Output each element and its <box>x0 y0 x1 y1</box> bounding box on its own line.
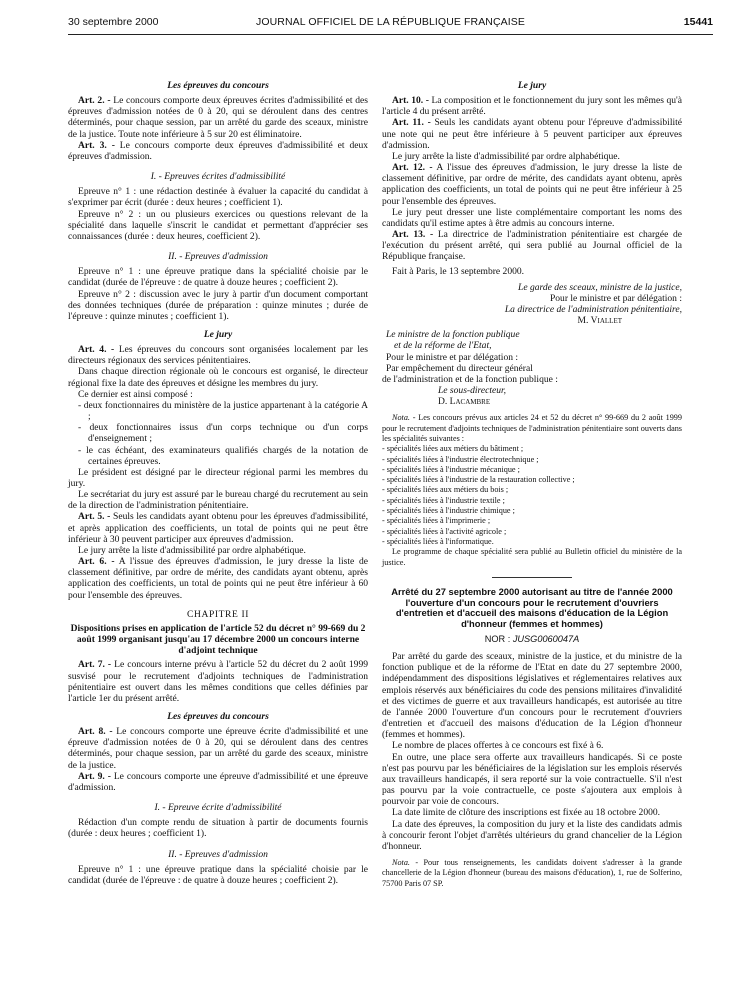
paragraph: Le président est désigné par le directeur régional parmi les membres du jury. <box>68 466 368 489</box>
list-item: - spécialités liées à l'industrie textile ; <box>382 495 505 505</box>
article-text: La composition et le fonctionnement du jury sont les mêmes qu'à l'article 4 du présent arrêté. <box>382 95 682 118</box>
list-item: - spécialités liées aux métiers du bâtiment ; <box>382 444 524 454</box>
paragraph: Dans chaque direction régionale où le concours est organisé, le directeur régional fixe la date des épreuves et désigne les membres du jury. <box>68 366 368 389</box>
signature-line: Le garde des sceaux, ministre de la justice, <box>518 281 682 293</box>
article-12 <box>382 162 682 207</box>
subsection-heading: I. - Epreuve écrite d'admissibilité <box>154 802 282 814</box>
list-item: - spécialités liées à l'industrie mécanique ; <box>382 464 520 474</box>
section-heading: Les épreuves du concours <box>167 710 269 722</box>
list-item: - deux fonctionnaires du ministère de la justice appartenant à la catégorie A ; <box>78 399 368 423</box>
section-heading: Le jury <box>203 328 233 340</box>
subsection-heading: I. - Epreuves écrites d'admissibilité <box>150 171 286 183</box>
nor-reference <box>382 634 682 645</box>
paragraph: La date des épreuves, la composition du jury et la liste des candidats admis à concourir feront l'objet d'arrêtés ultérieurs du grand chancelier de la Légion d'honneur. <box>382 818 682 852</box>
list-item: - spécialités liées aux métiers du bois ; <box>382 485 509 495</box>
article-5 <box>68 511 368 544</box>
arrete-title: Arrêté du 27 septembre 2000 autorisant au titre de l'année 2000 l'ouverture d'un concours pour le recrutement d'ouvriers d'entretien et d'accueil des maisons d'éducation de la Légion d'honneur (femmes et hommes) <box>391 585 673 630</box>
nota-text: Les concours prévus aux articles 24 et 52 du décret n° 99-669 du 2 août 1999 pour le recrutement d'adjoints techniques de l'administration pénitentiaire sont ouverts dans les spécialités suivantes : <box>382 413 682 443</box>
paragraph: Le secrétariat du jury est assuré par le bureau chargé du recrutement au sein de la direction de l'administration pénitentiaire. <box>68 489 368 512</box>
header-date: 30 septembre 2000 <box>68 16 159 28</box>
article-label: Art. 9. - <box>78 770 111 782</box>
article-text: Le concours interne prévu à l'article 52 du décret du 2 août 1999 susvisé pour le recrutement d'adjoints techniques de l'administration pénitentiaire est ouvert dans les mêmes conditions que celles définies par l'article 1er du présent arrêté. <box>68 659 369 704</box>
nor-label: NOR : <box>484 634 513 645</box>
section-heading: Les épreuves du concours <box>167 80 269 91</box>
nor-value: JUSG0060047A <box>512 634 580 645</box>
paragraph: Le jury arrête la liste d'admissibilité par ordre alphabétique. <box>392 150 620 162</box>
article-13 <box>382 229 682 262</box>
signature-block-2 <box>382 329 682 407</box>
article-6 <box>68 556 368 601</box>
article-8 <box>68 726 368 771</box>
left-column <box>68 80 368 886</box>
article-label: Art. 4. - <box>78 344 115 356</box>
paragraph: La date limite de clôture des inscriptions est fixée au 18 octobre 2000. <box>392 807 661 819</box>
article-text: Le concours comporte deux épreuves écrites d'admissibilité et des épreuves d'admission notées de 0 à 20, qui se déroulent dans des centres déterminés, pour chaque session, par un arrêté du garde des sceaux, ministre de la justice. Toute note inférieure à 5 sur 20 est éliminatoire. <box>68 95 368 140</box>
admission-epreuve-1: Epreuve n° 1 : une épreuve pratique dans la spécialité choisie par le candidat (durée de l'épreuve : de quatre à douze heures ; coefficient 2). <box>68 266 368 289</box>
fait-a-paris: Fait à Paris, le 13 septembre 2000. <box>392 265 525 277</box>
signature-line: de l'administration et de la fonction publique : <box>382 373 558 385</box>
nota-intro <box>382 413 682 444</box>
article-text: A l'issue des épreuves d'admission, le jury dresse la liste de classement définitive, par ordre de mérite, des candidats ayant obtenu, après application des coefficients, un total de points qui ne peut être inférieur à 60 pour l'ensemble des épreuves. <box>68 556 369 601</box>
article-label: Art. 11. - <box>392 117 431 129</box>
section-heading: Le jury <box>517 80 547 91</box>
article-label: Art. 2. - <box>78 95 111 107</box>
list-item: - spécialités liées à l'activité agricole ; <box>382 526 507 536</box>
article-11 <box>382 117 682 150</box>
subsection-heading: II. - Epreuves d'admission <box>168 848 268 860</box>
article-label: Art. 8. - <box>78 726 113 738</box>
list-item: - deux fonctionnaires issus d'un corps technique ou d'un corps d'enseignement ; <box>78 422 368 445</box>
paragraph: En outre, une place sera offerte aux travailleurs handicapés. Si ce poste n'est pas pourvu par les bénéficiaires de la législation sur les emplois réservés aux travailleurs handicapés, il sera reporté sur la voie contractuelle. S'il n'est pas pourvu par la voie contractuelle, ce poste s'ajoutera aux emplois à pourvoir par voie de concours. <box>382 751 682 808</box>
chapter-title: Dispositions prises en application de l'article 52 du décret n° 99-669 du 2 août 1999 organisant jusqu'au 17 décembre 2000 un concours interne d'adjoint technique <box>70 622 366 657</box>
list-item: - spécialités liées à l'industrie de la restauration collective ; <box>382 475 575 485</box>
subsection-heading: II. - Epreuves d'admission <box>168 251 268 263</box>
header-page-number: 15441 <box>683 16 713 28</box>
article-9 <box>68 771 368 793</box>
header-title: JOURNAL OFFICIEL DE LA RÉPUBLIQUE FRANÇAISE <box>256 16 525 28</box>
signature-line: Pour le ministre et par délégation : <box>549 292 682 304</box>
paragraph: Epreuve n° 1 : une épreuve pratique dans la spécialité choisie par le candidat (durée de l'épreuve : de quatre à douze heures ; coefficient 2). <box>68 863 368 886</box>
signatory-name: D. Lacambre <box>438 396 491 408</box>
signature-line: Par empêchement du directeur général <box>386 362 533 374</box>
list-item: - spécialités liées à l'industrie chimique ; <box>382 506 515 516</box>
article-text: Le concours comporte une épreuve écrite d'admissibilité et une épreuve d'admission notées de 0 à 20, qui se déroulent dans des centres déterminés, pour chaque session, par un arrêté du garde des sceaux, ministre de la justice. <box>68 726 369 771</box>
page-header <box>68 14 713 32</box>
admission-epreuve-2: Epreuve n° 2 : discussion avec le jury à partir d'un document comportant des données techniques (durée de préparation : quinze minutes ; durée de l'épreuve : quinze minutes ; coefficient 1). <box>68 288 368 322</box>
list-item: - spécialités liées à l'imprimerie ; <box>382 516 491 526</box>
signatory-name: M. Viallet <box>577 315 622 327</box>
article-label: Art. 10. - <box>392 95 429 107</box>
nota-2 <box>382 858 682 889</box>
article-text: Les épreuves du concours sont organisées localement par les directeurs régionaux des services pénitentiaires. <box>68 344 369 367</box>
nota-end: Le programme de chaque spécialité sera publié au Bulletin officiel du ministère de la justice. <box>382 547 682 567</box>
article-text: Seuls les candidats ayant obtenu pour l'épreuve d'admissibilité une note qui ne peut être inférieure à 5 peuvent participer aux épreuves d'admission. <box>382 117 683 151</box>
right-column <box>382 80 682 889</box>
nota-label: Nota. - <box>392 857 419 867</box>
chapter-heading: CHAPITRE II <box>186 608 250 620</box>
article-label: Art. 7. - <box>78 659 112 671</box>
paragraph: Par arrêté du garde des sceaux, ministre de la justice, et du ministre de la fonction publique et de la réforme de l'Etat en date du 27 septembre 2000, indépendamment des dispositions législatives et réglementaires relatives aux emplois réservés aux bénéficiaires du code des pensions militaires d'invalidité et des victimes de guerre et aux travailleurs handicapés, est autorisée au titre de l'année 2000 l'ouverture d'un concours pour le recrutement d'ouvriers d'entretien et d'accueil des maisons d'éducation de la Légion d'honneur (femmes et hommes). <box>382 651 682 741</box>
nota-label: Nota. - <box>392 413 416 423</box>
signature-line: Le ministre de la fonction publique <box>386 329 520 341</box>
epreuve-1: Epreuve n° 1 : une rédaction destinée à évaluer la capacité du candidat à s'exprimer par écrit (durée : deux heures ; coefficient 1). <box>68 186 368 209</box>
list-item: - spécialités liées à l'informatique. <box>382 536 494 546</box>
article-7 <box>68 659 368 704</box>
paragraph: Le nombre de places offertes à ce concours est fixé à 6. <box>392 740 604 752</box>
signature-line: Pour le ministre et par délégation : <box>386 351 519 363</box>
signature-line: La directrice de l'administration pénitentiaire, <box>504 303 682 315</box>
article-label: Art. 3. - <box>78 139 115 151</box>
article-text: Seuls les candidats ayant obtenu pour les épreuves d'admissibilité, et après application des coefficients, un total de points qui ne peut être inférieur à 30 peuvent participer aux épreuves d'admission. <box>68 511 368 545</box>
epreuve-2: Epreuve n° 2 : un ou plusieurs exercices ou questions relevant de la spécialité dans laquelle s'inscrit le candidat et permettant d'apprécier ses connaissances (durée : deux heures, coefficient 2). <box>68 208 368 242</box>
article-text: A l'issue des épreuves d'admission, le jury dresse la liste de classement définitive, par ordre de mérite, des candidats ayant obtenu, après application des coefficients, un total de points qui ne peut être inférieur à 25 pour l'ensemble des épreuves. <box>382 162 682 207</box>
signature-line: Le sous-directeur, <box>438 385 507 397</box>
article-4 <box>68 344 368 366</box>
article-2 <box>68 95 368 140</box>
signature-line: et de la réforme de l'Etat, <box>394 340 492 352</box>
paragraph: Rédaction d'un compte rendu de situation à partir de documents fournis (durée : deux heures ; coefficient 1). <box>68 817 368 840</box>
list-item: - le cas échéant, des examinateurs qualifiés chargés de la notation de certaines épreuves. <box>78 444 368 467</box>
article-text: Le concours comporte deux épreuves d'admissibilité et deux épreuves d'admission. <box>68 139 368 162</box>
article-10 <box>382 95 682 117</box>
nota-text: Pour tous renseignements, les candidats doivent s'adresser à la grande chancellerie de la Légion d'honneur (bureau des maisons d'éducation), 1, rue de Solferino, 75700 Paris 07 SP. <box>382 857 682 888</box>
paragraph: Le jury peut dresser une liste complémentaire comportant les noms des candidats qu'il estime aptes à être admis au concours interne. <box>382 206 682 229</box>
article-text: La directrice de l'administration pénitentiaire est chargée de l'exécution du présent arrêté, qui sera publié au Journal officiel de la République française. <box>382 229 682 263</box>
article-label: Art. 13. - <box>392 229 434 241</box>
article-label: Art. 12. - <box>392 162 433 174</box>
paragraph: Le jury arrête la liste d'admissibilité par ordre alphabétique. <box>78 544 306 556</box>
separator-rule <box>492 577 572 578</box>
paragraph: Ce dernier est ainsi composé : <box>78 388 193 400</box>
article-label: Art. 5. - <box>78 511 111 523</box>
nota-block <box>382 413 682 567</box>
list-item: - spécialités liées à l'industrie électrotechnique ; <box>382 454 539 464</box>
article-text: Le concours comporte une épreuve d'admissibilité et une épreuve d'admission. <box>68 770 369 793</box>
signature-block-1 <box>382 282 682 327</box>
header-rule <box>68 34 713 35</box>
article-3 <box>68 140 368 162</box>
article-label: Art. 6. - <box>78 556 115 568</box>
